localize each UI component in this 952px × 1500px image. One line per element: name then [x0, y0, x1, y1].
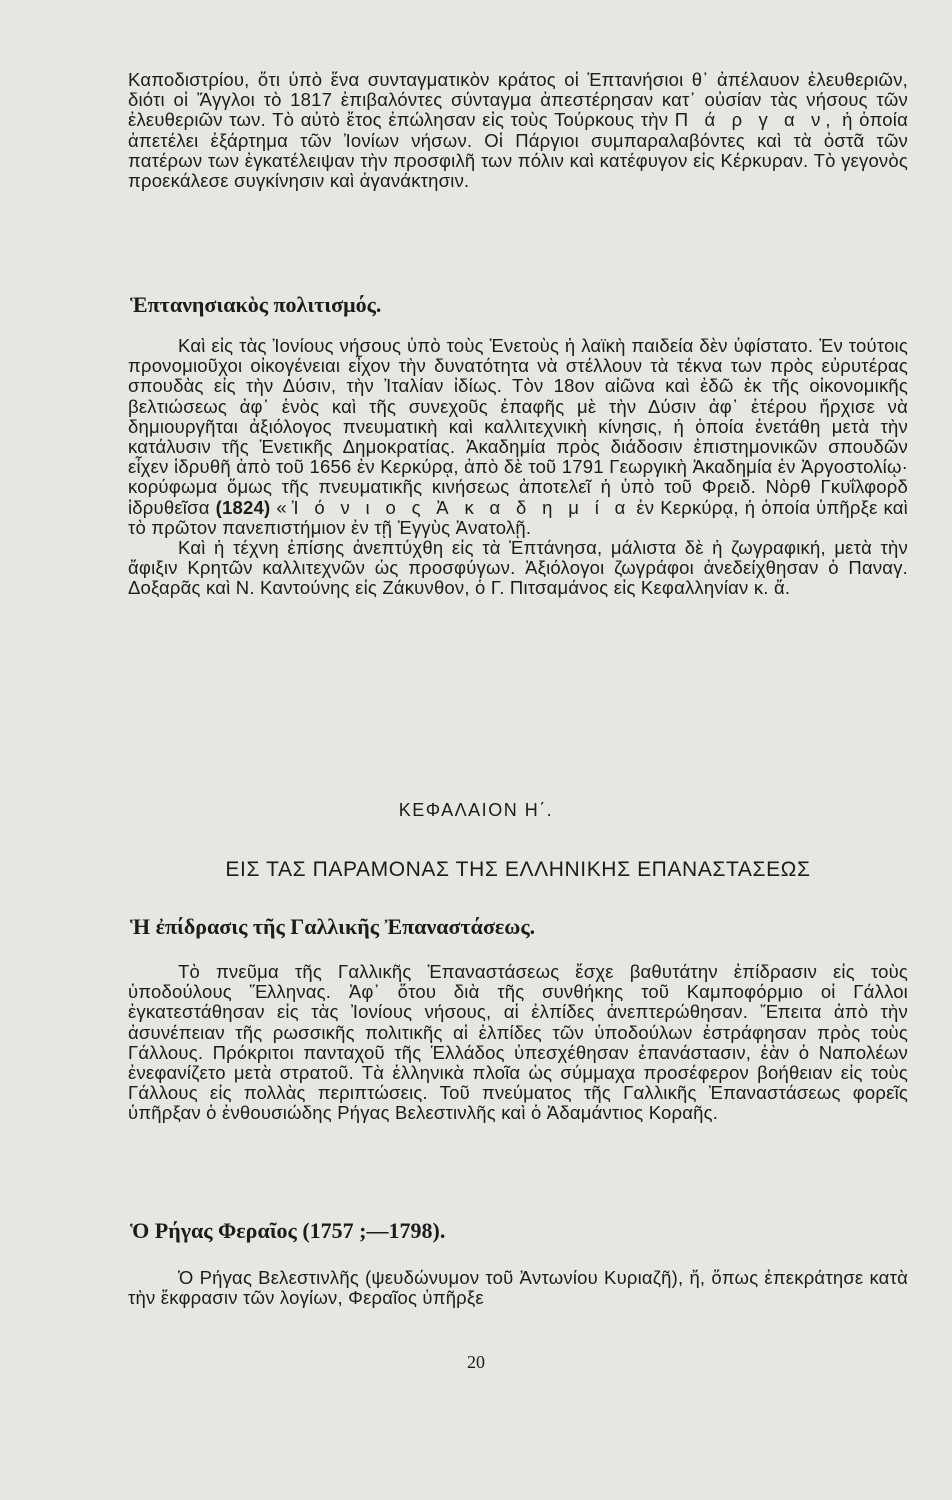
text-block-french-revolution [128, 962, 908, 1124]
chapter-title: ΕΙΣ ΤΑΣ ΠΑΡΑΜΟΝΑΣ ΤΗΣ ΕΛΛΗΝΙΚΗΣ ΕΠΑΝΑΣΤΑΣΕΩΣ [225, 858, 811, 881]
chapter-label: ΚΕΦΑΛΑΙΟΝ Η΄. [398, 800, 554, 820]
section-heading-rigas-feraios: Ὁ Ρήγας Φεραῖος (1757 ;—1798). [130, 1218, 446, 1243]
spaced-word-parga: Π ά ρ γ α ν, [674, 109, 836, 131]
spaced-ionian-academy: «Ἰ ό ν ι ο ς Ἀ κ α δ η μ ί α [276, 496, 631, 518]
section-heading-heptanesian-culture: Ἑπτανησιακὸς πολιτισμός. [130, 292, 382, 317]
section-heading-french-revolution: Ἡ ἐπίδρασις τῆς Γαλλικῆς Ἐπαναστάσεως. [130, 914, 536, 939]
paragraph-french-influence: Τὸ πνεῦμα τῆς Γαλλικῆς Ἐπαναστάσεως ἔσχε βαθυτάτην ἐπίδρασιν εἰς τοὺς ὑποδούλους Ἕλληνας. Ἀφ᾽ ὅτου διὰ τῆς συνθήκης τοῦ Καμποφόρμιο οἱ Γάλλοι ἐγκατεστάθησαν εἰς τὰς Ἰονίους νήσους, αἱ ἐλπίδες ἀνεπτερώθησαν. Ἔπειτα ἀπὸ τὴν ἀσυνέπειαν τῆς ρωσσικῆς πολιτικῆς αἱ ἐλπίδες τῶν ὑποδούλων ἐστράφησαν πρὸς τοὺς Γάλλους. Πρόκριτοι πανταχοῦ τῆς Ἑλλάδος ὑπεσχέθησαν ἐπανάστασιν, ἐὰν ὁ Ναπολέων ἐνεφανίζετο μετὰ στρατοῦ. Τὰ ἑλληνικὰ πλοῖα ὡς σύμμαχα προσέφερον βοήθειαν εἰς τοὺς Γάλλους εἰς πολλὰς περιπτώσεις. Τοῦ πνεύματος τῆς Γαλλικῆς Ἐπαναστάσεως φορεῖς ὑπῆρξαν ὁ ἐνθουσιώδης Ρήγας Βελεστινλῆς καὶ ὁ Ἀδαμάντιος Κοραῆς. [128, 961, 908, 1124]
paragraph-art: Καὶ ἡ τέχνη ἐπίσης ἀνεπτύχθη εἰς τὰ Ἑπτάνησα, μάλιστα δὲ ἡ ζωγραφική, μετὰ τὴν ἄφιξιν Κρητῶν καλλιτεχνῶν ὡς προσφύγων. Ἀξιόλογοι ζωγράφοι ἀνεδείχθησαν ὁ Παναγ. Δοξαρᾶς καὶ Ν. Καντούνης εἰς Ζάκυνθον, ὁ Γ. Πιτσαμάνος εἰς Κεφαλληνίαν κ. ἄ. [128, 537, 908, 599]
paragraph-education: Καὶ εἰς τὰς Ἰονίους νήσους ὑπὸ τοὺς Ἑνετοὺς ἡ λαϊκὴ παιδεία δὲν ὑφίστατο. Ἐν τούτοις προνομιοῦχοι οἰκογένειαι εἶχον τὴν δυνατότητα νὰ στέλλουν τὰ τέκνα των πρὸς εὐρυτέρας σπουδὰς εἰς τὴν Δύσιν, τὴν Ἰταλίαν ἰδίως. Τὸν 18ον αἰῶνα καὶ ἐδῶ ἐκ τῆς οἰκονομικῆς βελτιώσεως ἀφ᾽ ἑνὸς καὶ τῆς συνεχοῦς ἐπαφῆς μὲ τὴν Δύσιν ἀφ᾽ ἑτέρου ἤρχισε νὰ δημιουργῆται ἀξιόλογος πνευματικὴ καὶ καλλιτεχνικὴ κίνησις, ἡ ὁποία ἐνετάθη μετὰ τὴν κατάλυσιν τῆς Ἑνετικῆς Δημοκρατίας. Ἀκαδημία πρὸς διάδοσιν ἐπιστημονικῶν σπουδῶν εἶχεν ἱδρυθῆ ἀπὸ τοῦ 1656 ἐν Κερκύρᾳ, ἀπὸ δὲ τοῦ 1791 Γεωργικὴ Ἀκαδημία ἐν Ἀργοστολίῳ· κορύφωμα ὅμως τῆς πνευματικῆς κινήσεως ἀποτελεῖ ἡ ὑπὸ τοῦ Φρειδ. Νὸρθ Γκυΐλφορδ ἱδρυθεῖσα (1824) «Ἰ ό ν ι ο ς Ἀ κ α δ η μ ί α ἐν Κερκύρᾳ, ἡ ὁποία ὑπῆρξε καὶ τὸ πρῶτον πανεπιστήμιον ἐν τῇ Ἐγγὺς Ἀνατολῇ. [128, 335, 908, 538]
paragraph-parga: Καποδιστρίου, ὅτι ὑπὸ ἕνα συνταγματικὸν κράτος οἱ Ἑπτανήσιοι θ᾽ ἀπέλαυον ἐλευθεριῶν, διότι οἱ Ἄγγλοι τὸ 1817 ἐπιβαλόντες σύνταγμα ἀπεστέρησαν κατ᾽ οὐσίαν τὰς νήσους τῶν ἐλευθεριῶν των. Τὸ αὐτὸ ἔτος ἐπώλησαν εἰς τοὺς Τούρκους τὴν Π ά ρ γ α ν, ἡ ὁποία ἀπετέλει ἐξάρτημα τῶν Ἰονίων νήσων. Οἱ Πάργιοι συμπαραλαβόντες καὶ τὰ ὀστᾶ τῶν πατέρων των ἐγκατέλειψαν τὴν προσφιλῆ των πόλιν καὶ κατέφυγον εἰς Κέρκυραν. Τὸ γεγονὸς προεκάλεσε συγκίνησιν καὶ ἀγανάκτησιν. [128, 69, 908, 192]
page-number: 20 [467, 1352, 485, 1372]
text-block-rigas [128, 1268, 908, 1308]
text-block-culture [128, 336, 908, 599]
text-block-intro [128, 70, 908, 191]
paragraph-rigas: Ὁ Ρήγας Βελεστινλῆς (ψευδώνυμον τοῦ Ἀντωνίου Κυριαζῆ), ἤ, ὅπως ἐπεκράτησε κατὰ τὴν ἔκφρασιν τῶν λογίων, Φεραῖος ὑπῆρξε [128, 1267, 908, 1309]
